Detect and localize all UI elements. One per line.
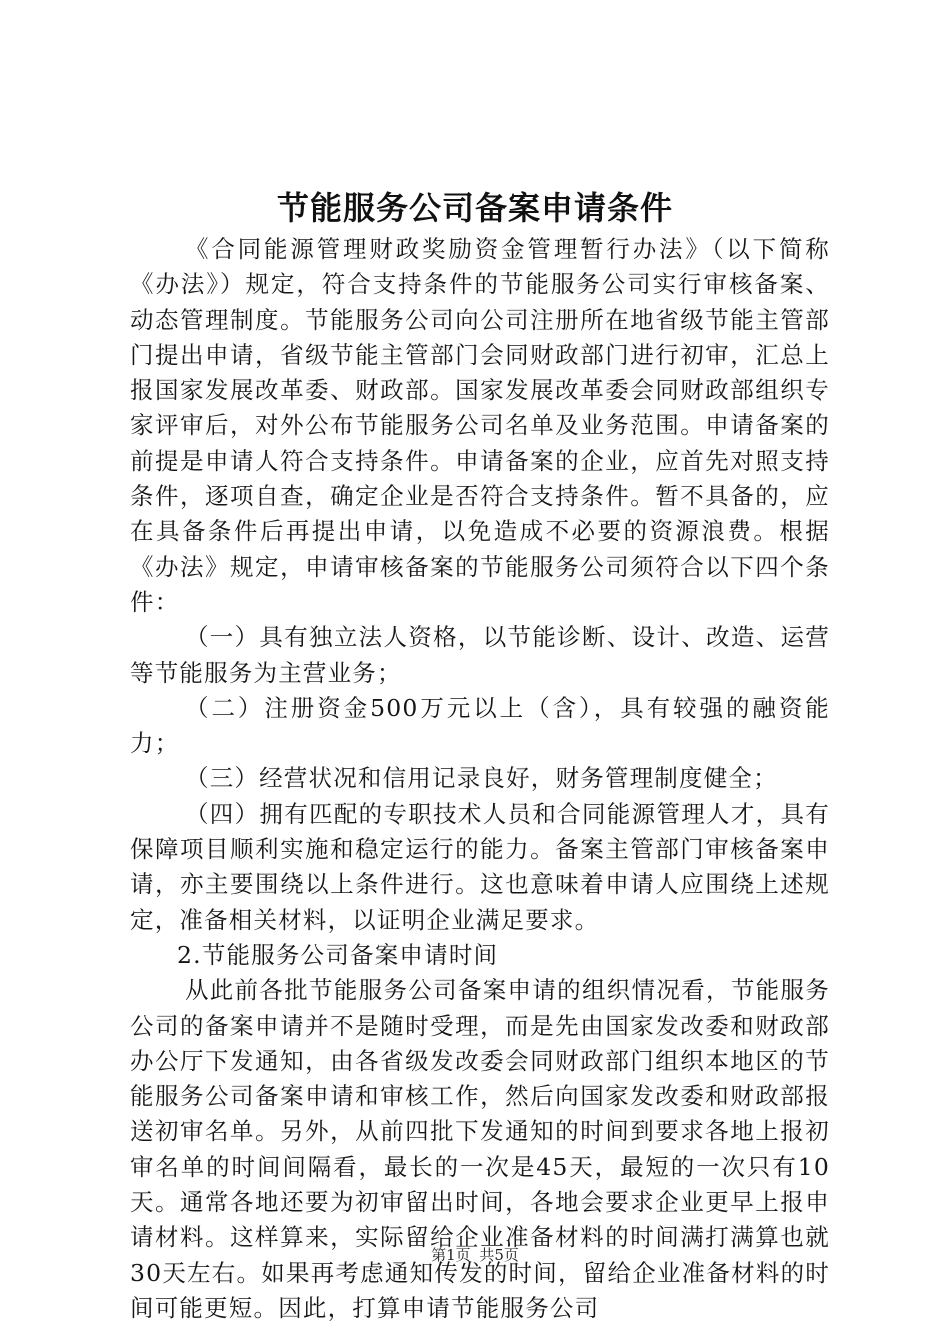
page-number: 第1页: [431, 1246, 471, 1264]
paragraph-condition-2: （二）注册资金500万元以上（含），具有较强的融资能力；: [130, 693, 830, 758]
paragraph-intro: 《合同能源管理财政奖励资金管理暂行办法》（以下简称《办法》）规定，符合支持条件的节能服务公司实行审核备案、动态管理制度。节能服务公司向公司注册所在地省级节能主管部门提出申请，省级节能主管部门会同财政部门进行初审，汇总上报国家发展改革委、财政部。国家发展改革委会同财政部组织专家评审后，对外公布节能服务公司名单及业务范围。申请备案的前提是申请人符合支持条件。申请备案的企业，应首先对照支持条件，逐项自查，确定企业是否符合支持条件。暂不具备的，应在具备条件后再提出申请，以免造成不必要的资源浪费。根据《办法》规定，申请审核备案的节能服务公司须符合以下四个条件：: [130, 235, 830, 616]
section-heading: 2.节能服务公司备案申请时间: [177, 940, 499, 969]
paragraph-condition-4: （四）拥有匹配的专职技术人员和合同能源管理人才，具有保障项目顺利实施和稳定运行的能力。备案主管部门审核备案申请，亦主要围绕以上条件进行。这也意味着申请人应围绕上述规定，准备相关材料，以证明企业满足要求。: [130, 799, 830, 934]
paragraph-condition-1: （一）具有独立法人资格，以节能诊断、设计、改造、运营等节能服务为主营业务；: [130, 623, 830, 687]
page-title: 节能服务公司备案申请条件: [276, 189, 673, 227]
paragraph-condition-3: （三）经营状况和信用记录良好，财务管理制度健全；: [185, 764, 778, 793]
page-footer: [0, 1245, 950, 1265]
total-pages: 共5页: [479, 1246, 519, 1264]
document-body: [130, 232, 830, 1326]
paragraph-timing: 从此前各批节能服务公司备案申请的组织情况看，节能服务公司的备案申请并不是随时受理，而是先由国家发改委和财政部办公厅下发通知，由各省级发改委会同财政部门组织本地区的节能服务公司备案申请和审核工作，然后向国家发改委和财政部报送初审名单。另外，从前四批下发通知的时间到要求各地上报初审名单的时间间隔看，最长的一次是45天，最短的一次只有10天。通常各地还要为初审留出时间，各地会要求企业更早上报申请材料。这样算来，实际留给企业准备材料的时间满打满算也就30天左右。如果再考虑通知传发的时间，留给企业准备材料的时间可能更短。因此，打算申请节能服务公司: [130, 976, 830, 1322]
